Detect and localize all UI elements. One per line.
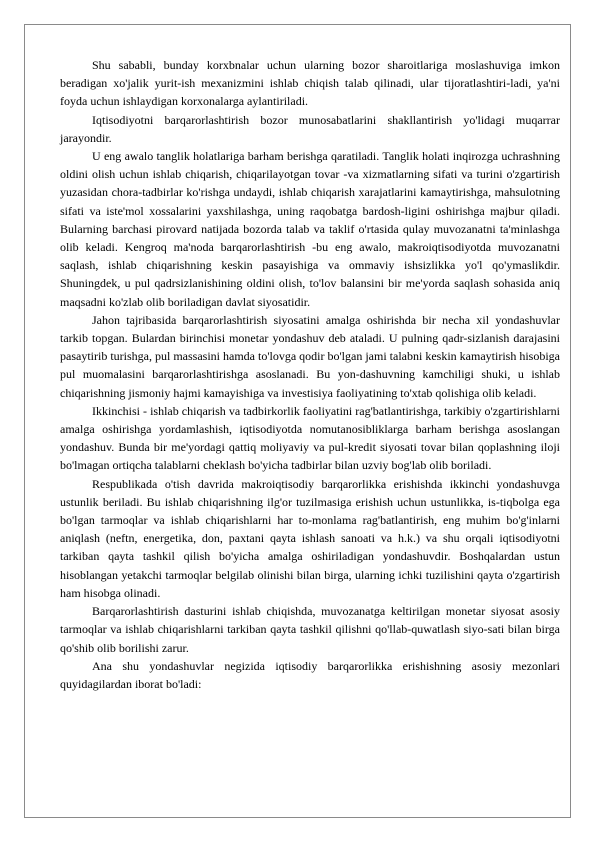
paragraph-4: Jahon tajribasida barqarorlashtirish siyosatini amalga oshirishda bir necha xil yondashuvlar tarkib topgan. Bulardan birinchisi monetar yondashuv deb ataladi. U pulning qadr-sizlanish darajasini pasaytirib turishga, pul massasini hamda to'lovga qodir bo'lgan jami talabni keskin kamaytirish hisobiga pul muomalasini barqarorlashtirishga asoslanadi. Bu yon-dashuvning kamchiligi shuki, u ishlab chiqarishning jismoniy hajmi kamayishiga va investisiya faoliyatining to'xtab qolishiga olib keladi. bbox=[60, 312, 560, 400]
paragraph-5: Ikkinchisi - ishlab chiqarish va tadbirkorlik faoliyatini rag'batlantirishga, tarkibiy o'zgartirishlarni amalga oshirishga yordamlashish, iqtisodiyotda nomutanosibliklarga barham berishga asoslangan yondashuv. Bunda bir me'yordagi qattiq moliyaviy va pul-kredit siyosati tovar bilan qoplashning iloji bo'lmagan ortiqcha talablarni cheklash bo'yicha tadbirlar bilan uzviy bog'lab olib boriladi. bbox=[60, 403, 560, 473]
paragraph-6: Respublikada o'tish davrida makroiqtisodiy barqarorlikka erishishda ikkinchi yondashuvga ustunlik beriladi. Bu ishlab chiqarishning ilg'or tuzilmasiga erishish uchun ustunlikka, is-tiqbolga ega bo'lgan tarmoqlar va ishlab chiqarishlarni har to-monlama rag'batlantirish, eng muhim bo'g'inlarni aniqlash (neftn, energetika, don, paxtani qayta ishlash sanoati va h.k.) va shu orqali iqtisodiyotni tarkiban qayta tashkil qilish bo'yicha amalga oshiriladigan yondashuvdir. Boshqalardan ustun hisoblangan yetakchi tarmoqlar belgilab olinishi bilan birga, ularning ichki tuzilishini qayta o'zgartirish ham hisobga olinadi. bbox=[60, 476, 560, 600]
paragraph-8: Ana shu yondashuvlar negizida iqtisodiy barqarorlikka erishishning asosiy mezonlari quyidagilardan iborat bo'ladi: bbox=[60, 658, 560, 691]
paragraph-2: Iqtisodiyotni barqarorlashtirish bozor munosabatlarini shakllantirish yo'lidagi muqarrar jarayondir. bbox=[60, 112, 560, 145]
paragraph-1: Shu sababli, bunday korxbnalar uchun ularning bozor sharoitlariga moslashuviga imkon beradigan xo'jalik yurit-ish mexanizmini ishlab chiqish talab qilinadi, ular tijoratlashtiri-ladi, ya'ni foyda uchun ishlaydigan korxonalarga aylantiriladi. bbox=[60, 58, 560, 109]
paragraph-3: U eng awalo tanglik holatlariga barham berishga qaratiladi. Tanglik holati inqirozga uchrashning oldini olish uchun ishlab chiqarish, chiqarilayotgan tovar -va xizmatlarning sifati va turini o'zgartirish yuzasidan chora-tadbirlar ko'rishga undaydi, ishlab chiqarish xarajatlarini kamaytirishga, mahsulotning sifati va iste'mol xossalarini yaxshilashga, uning raqobatga bardosh-ligini oshirishga majbur qiladi. Bularning barchasi pirovard natijada bozorda talab va taklif o'rtasida qulay muvozanatni ta'minlashga olib keladi. Kengroq ma'noda barqarorlashtirish -bu eng awalo, makroiqtisodiyotda muvozanatni saqlash, ishlab chiqarishning keskin pasayishiga va ommaviy ishsizlikka yo'l qo'ymaslikdir. Shuningdek, u pul qadrsizlanishining oldini olish, to'lov balansini bir me'yorda saqlash sohasida aniq maqsadni ko'zlab olib boriladigan davlat siyosatidir. bbox=[60, 149, 560, 309]
document-body bbox=[60, 56, 560, 693]
paragraph-7: Barqarorlashtirish dasturini ishlab chiqishda, muvozanatga keltirilgan monetar siyosat asosiy tarmoqlar va ishlab chiqarishlarni tarkiban qayta tashkil qilishni qo'llab-quwatlash siyo-sati bilan birga qo'shib olib borilishi zarur. bbox=[60, 604, 560, 655]
